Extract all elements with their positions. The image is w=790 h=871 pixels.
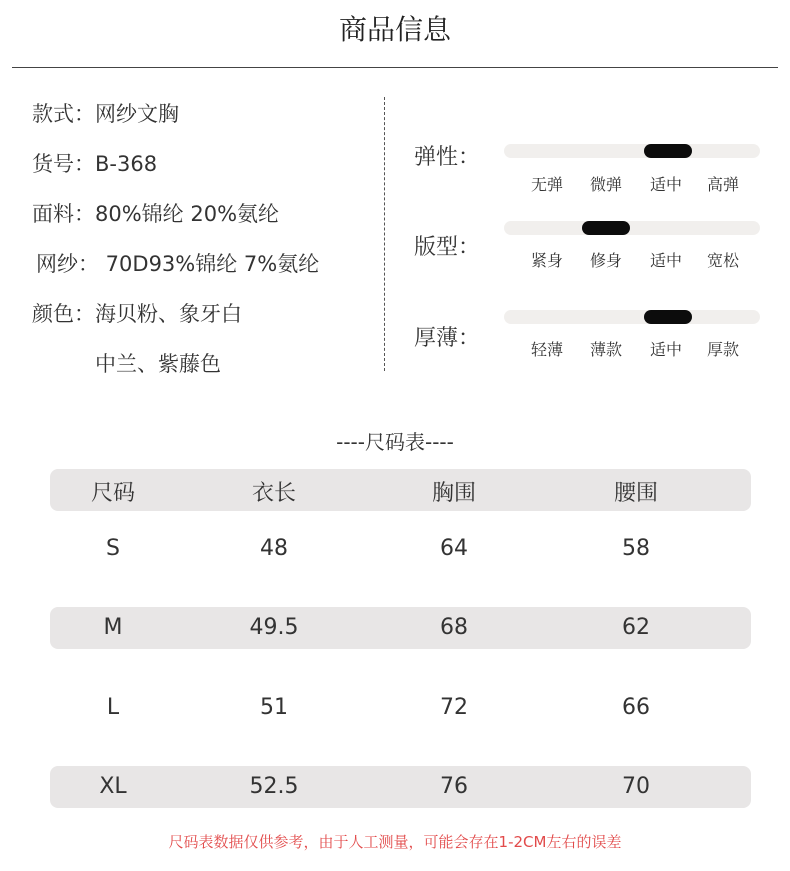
attribute-scale-track [504, 221, 760, 235]
measurement-note: 尺码表数据仅供参考，由于人工测量，可能会存在1-2CM左右的误差 [168, 833, 622, 851]
attribute-option-label: 紧身 [530, 251, 564, 270]
vertical-divider [384, 97, 385, 371]
attribute-option-label: 高弹 [706, 175, 740, 194]
attribute-option-label: 适中 [649, 251, 683, 270]
info-style: 款式：网纱文胸 [32, 102, 179, 126]
table-cell: 62 [622, 615, 650, 640]
info-mesh: 网纱： 70D93%锦纶 7%氨纶 [36, 252, 320, 276]
title-divider [12, 67, 778, 68]
attribute-option-label: 薄款 [589, 340, 623, 359]
table-cell: M [103, 615, 123, 640]
attribute-scale-indicator [582, 221, 630, 235]
table-cell: 66 [622, 695, 650, 720]
table-cell: 68 [440, 615, 468, 640]
attribute-label: 版型： [414, 235, 481, 260]
attribute-option-label: 适中 [649, 175, 683, 194]
table-cell: 52.5 [249, 774, 299, 799]
table-header-cell: 腰围 [613, 481, 659, 506]
attribute-label: 厚薄： [414, 326, 481, 351]
attribute-option-label: 轻薄 [530, 340, 564, 359]
size-chart-title: ----尺码表---- [336, 430, 454, 454]
table-cell: 51 [260, 695, 288, 720]
attribute-option-label: 微弹 [589, 175, 623, 194]
table-cell: L [106, 695, 120, 720]
info-color: 颜色：海贝粉、象牙白 [32, 302, 242, 326]
table-cell: S [106, 536, 120, 561]
table-header-cell: 尺码 [90, 481, 136, 506]
table-header-cell: 胸围 [431, 481, 477, 506]
attribute-scale-track [504, 144, 760, 158]
table-cell: 72 [440, 695, 468, 720]
table-cell: 58 [622, 536, 650, 561]
page-title: 商品信息 [338, 13, 451, 46]
info-color-continued: 中兰、紫藤色 [95, 352, 221, 376]
attribute-scale-indicator [644, 144, 692, 158]
attribute-label: 弹性： [414, 145, 481, 170]
attribute-option-label: 修身 [589, 251, 623, 270]
attribute-option-label: 厚款 [706, 340, 740, 359]
table-cell: 64 [440, 536, 468, 561]
table-cell: 76 [440, 774, 468, 799]
attribute-option-label: 无弹 [530, 175, 564, 194]
attribute-scale-indicator [644, 310, 692, 324]
attribute-option-label: 适中 [649, 340, 683, 359]
info-item-number: 货号：B-368 [32, 152, 158, 176]
table-cell: 70 [622, 774, 650, 799]
table-header-cell: 衣长 [251, 481, 297, 506]
info-fabric: 面料：80%锦纶 20%氨纶 [32, 202, 280, 226]
table-cell: XL [99, 774, 127, 799]
attribute-option-label: 宽松 [706, 251, 740, 270]
attribute-scale-track [504, 310, 760, 324]
table-cell: 49.5 [249, 615, 299, 640]
table-cell: 48 [260, 536, 288, 561]
